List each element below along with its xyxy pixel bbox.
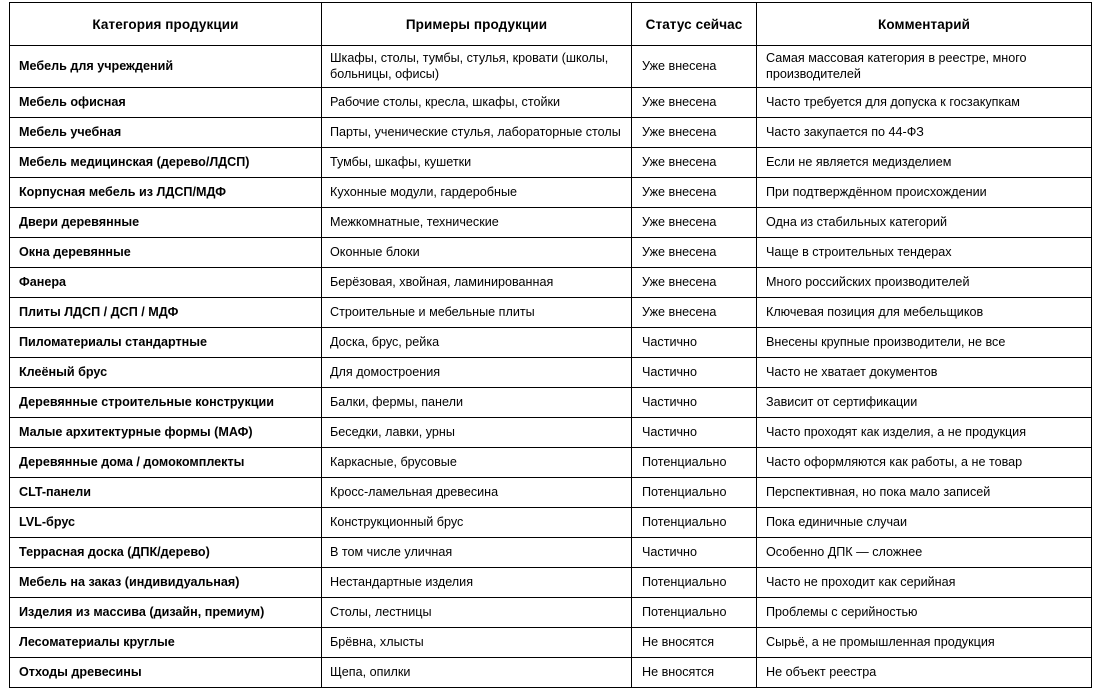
table-body	[10, 46, 1092, 688]
cell-comment: Часто закупается по 44-ФЗ	[757, 118, 1092, 148]
table-header-row	[10, 3, 1092, 46]
cell-examples: Парты, ученические стулья, лабораторные столы	[322, 118, 632, 148]
product-categories-table	[9, 2, 1092, 688]
column-header-comment: Комментарий	[757, 3, 1092, 46]
table-row	[10, 88, 1092, 118]
cell-status: Уже внесена	[632, 46, 757, 88]
cell-comment: Часто не проходит как серийная	[757, 568, 1092, 598]
cell-comment: Часто проходят как изделия, а не продукция	[757, 418, 1092, 448]
cell-examples: Доска, брус, рейка	[322, 328, 632, 358]
cell-comment: Особенно ДПК — сложнее	[757, 538, 1092, 568]
cell-status: Уже внесена	[632, 178, 757, 208]
cell-status: Уже внесена	[632, 208, 757, 238]
table-row	[10, 388, 1092, 418]
cell-status: Уже внесена	[632, 88, 757, 118]
table-row	[10, 538, 1092, 568]
table-row	[10, 628, 1092, 658]
table-row	[10, 46, 1092, 88]
cell-examples: Балки, фермы, панели	[322, 388, 632, 418]
cell-examples: В том числе уличная	[322, 538, 632, 568]
cell-status: Потенциально	[632, 568, 757, 598]
cell-comment: Проблемы с серийностью	[757, 598, 1092, 628]
cell-comment: Внесены крупные производители, не все	[757, 328, 1092, 358]
cell-category: Деревянные дома / домокомплекты	[10, 448, 322, 478]
cell-comment: Если не является медизделием	[757, 148, 1092, 178]
cell-status: Уже внесена	[632, 148, 757, 178]
table-row	[10, 208, 1092, 238]
cell-status: Уже внесена	[632, 118, 757, 148]
cell-category: Мебель на заказ (индивидуальная)	[10, 568, 322, 598]
cell-comment: Пока единичные случаи	[757, 508, 1092, 538]
cell-comment: Часто не хватает документов	[757, 358, 1092, 388]
cell-category: Малые архитектурные формы (МАФ)	[10, 418, 322, 448]
cell-category: Фанера	[10, 268, 322, 298]
column-header-examples: Примеры продукции	[322, 3, 632, 46]
cell-category: Лесоматериалы круглые	[10, 628, 322, 658]
cell-examples: Строительные и мебельные плиты	[322, 298, 632, 328]
cell-examples: Кухонные модули, гардеробные	[322, 178, 632, 208]
column-header-category: Категория продукции	[10, 3, 322, 46]
cell-category: Клеёный брус	[10, 358, 322, 388]
cell-comment: Одна из стабильных категорий	[757, 208, 1092, 238]
cell-category: Корпусная мебель из ЛДСП/МДФ	[10, 178, 322, 208]
cell-comment: Много российских производителей	[757, 268, 1092, 298]
cell-category: Окна деревянные	[10, 238, 322, 268]
cell-status: Потенциально	[632, 508, 757, 538]
table-row	[10, 148, 1092, 178]
cell-examples: Тумбы, шкафы, кушетки	[322, 148, 632, 178]
table-row	[10, 358, 1092, 388]
cell-examples: Щепа, опилки	[322, 658, 632, 688]
cell-status: Уже внесена	[632, 238, 757, 268]
table-row	[10, 418, 1092, 448]
cell-category: Двери деревянные	[10, 208, 322, 238]
cell-examples: Каркасные, брусовые	[322, 448, 632, 478]
cell-status: Уже внесена	[632, 268, 757, 298]
cell-examples: Столы, лестницы	[322, 598, 632, 628]
table-row	[10, 448, 1092, 478]
cell-examples: Кросс-ламельная древесина	[322, 478, 632, 508]
cell-status: Частично	[632, 358, 757, 388]
cell-category: CLT-панели	[10, 478, 322, 508]
cell-status: Не вносятся	[632, 658, 757, 688]
table-header	[10, 3, 1092, 46]
table-row	[10, 658, 1092, 688]
cell-status: Уже внесена	[632, 298, 757, 328]
table-row	[10, 298, 1092, 328]
cell-status: Частично	[632, 388, 757, 418]
cell-category: Отходы древесины	[10, 658, 322, 688]
cell-category: Мебель медицинская (дерево/ЛДСП)	[10, 148, 322, 178]
cell-status: Потенциально	[632, 598, 757, 628]
cell-examples: Беседки, лавки, урны	[322, 418, 632, 448]
cell-examples: Нестандартные изделия	[322, 568, 632, 598]
table-row	[10, 268, 1092, 298]
cell-comment: Чаще в строительных тендерах	[757, 238, 1092, 268]
cell-examples: Шкафы, столы, тумбы, стулья, кровати (школы, больницы, офисы)	[322, 46, 632, 88]
cell-status: Потенциально	[632, 448, 757, 478]
table-row	[10, 568, 1092, 598]
cell-examples: Берёзовая, хвойная, ламинированная	[322, 268, 632, 298]
cell-examples: Рабочие столы, кресла, шкафы, стойки	[322, 88, 632, 118]
cell-status: Частично	[632, 328, 757, 358]
cell-category: Деревянные строительные конструкции	[10, 388, 322, 418]
cell-category: LVL-брус	[10, 508, 322, 538]
cell-examples: Конструкционный брус	[322, 508, 632, 538]
table-row	[10, 178, 1092, 208]
cell-category: Мебель для учреждений	[10, 46, 322, 88]
table-row	[10, 598, 1092, 628]
cell-comment: Самая массовая категория в реестре, много производителей	[757, 46, 1092, 88]
column-header-status: Статус сейчас	[632, 3, 757, 46]
cell-comment: Сырьё, а не промышленная продукция	[757, 628, 1092, 658]
cell-status: Частично	[632, 418, 757, 448]
cell-status: Потенциально	[632, 478, 757, 508]
table-row	[10, 238, 1092, 268]
cell-status: Не вносятся	[632, 628, 757, 658]
cell-comment: Часто оформляются как работы, а не товар	[757, 448, 1092, 478]
cell-category: Мебель офисная	[10, 88, 322, 118]
cell-examples: Оконные блоки	[322, 238, 632, 268]
table-row	[10, 328, 1092, 358]
cell-comment: Перспективная, но пока мало записей	[757, 478, 1092, 508]
cell-comment: Не объект реестра	[757, 658, 1092, 688]
cell-category: Пиломатериалы стандартные	[10, 328, 322, 358]
cell-status: Частично	[632, 538, 757, 568]
table-row	[10, 478, 1092, 508]
cell-category: Террасная доска (ДПК/дерево)	[10, 538, 322, 568]
cell-examples: Брёвна, хлысты	[322, 628, 632, 658]
cell-category: Изделия из массива (дизайн, премиум)	[10, 598, 322, 628]
table-row	[10, 508, 1092, 538]
cell-comment: Часто требуется для допуска к госзакупкам	[757, 88, 1092, 118]
cell-category: Плиты ЛДСП / ДСП / МДФ	[10, 298, 322, 328]
cell-examples: Межкомнатные, технические	[322, 208, 632, 238]
table-row	[10, 118, 1092, 148]
cell-comment: Ключевая позиция для мебельщиков	[757, 298, 1092, 328]
cell-comment: При подтверждённом происхождении	[757, 178, 1092, 208]
cell-comment: Зависит от сертификации	[757, 388, 1092, 418]
cell-examples: Для домостроения	[322, 358, 632, 388]
cell-category: Мебель учебная	[10, 118, 322, 148]
